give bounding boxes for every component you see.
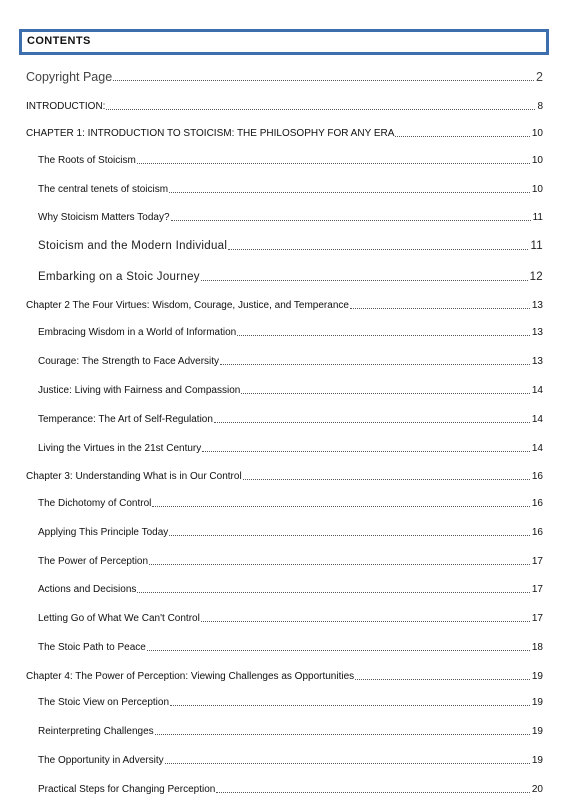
dot-leader <box>243 478 530 480</box>
toc-entry-page: 11 <box>530 240 543 252</box>
toc-entry-title: Chapter 3: Understanding What is in Our Control <box>26 471 242 482</box>
toc-entry[interactable] <box>38 323 543 339</box>
toc-entry[interactable] <box>38 638 543 654</box>
toc-entry-title: Actions and Decisions <box>38 584 137 595</box>
contents-heading: CONTENTS <box>27 35 91 47</box>
toc-entry[interactable] <box>26 124 543 140</box>
dot-leader <box>147 649 530 651</box>
toc-entry-page: 17 <box>531 584 543 595</box>
dot-leader <box>113 79 534 81</box>
toc-entry-page: 10 <box>531 184 543 195</box>
dot-leader <box>137 591 529 593</box>
toc-entry-title: Letting Go of What We Can't Control <box>38 613 200 624</box>
dot-leader <box>220 363 530 365</box>
toc-entry-title: The Dichotomy of Control <box>38 498 152 509</box>
toc-entry-title: The Opportunity in Adversity <box>38 755 164 766</box>
toc-entry[interactable] <box>26 68 543 84</box>
toc-entry-page: 19 <box>531 697 543 708</box>
toc-entry-page: 10 <box>531 128 543 139</box>
toc-entry[interactable] <box>38 609 543 625</box>
dot-leader <box>395 135 529 137</box>
dot-leader <box>149 563 530 565</box>
toc-entry-page: 19 <box>531 755 543 766</box>
toc-entry-page: 16 <box>531 527 543 538</box>
toc-entry[interactable] <box>26 667 543 683</box>
toc-entry[interactable] <box>26 467 543 483</box>
toc-entry[interactable] <box>38 410 543 426</box>
toc-entry-title: Reinterpreting Challenges <box>38 726 154 737</box>
toc-entry-title: Chapter 4: The Power of Perception: Viewing Challenges as Opportunities <box>26 671 355 682</box>
toc-entry-title: Applying This Principle Today <box>38 527 169 538</box>
toc-entry-title: CHAPTER 1: INTRODUCTION TO STOICISM: THE PHILOSOPHY FOR ANY ERA <box>26 128 395 139</box>
toc-entry-page: 16 <box>531 471 543 482</box>
dot-leader <box>171 219 531 221</box>
dot-leader <box>169 191 530 193</box>
toc-entry-page: 13 <box>531 300 543 311</box>
toc-entry[interactable] <box>38 494 543 510</box>
toc-entry-title: Living the Virtues in the 21st Century <box>38 443 202 454</box>
toc-entry-page: 8 <box>537 101 543 112</box>
toc-entry[interactable] <box>38 381 543 397</box>
toc-entry[interactable] <box>38 439 543 455</box>
toc-entry-title: Temperance: The Art of Self-Regulation <box>38 414 213 425</box>
toc-entry-title: Why Stoicism Matters Today? <box>38 212 170 223</box>
dot-leader <box>201 620 530 622</box>
toc-entry-title: Stoicism and the Modern Individual <box>38 240 228 252</box>
toc-entry-page: 19 <box>531 726 543 737</box>
toc-entry-page: 13 <box>531 327 543 338</box>
toc-entry[interactable] <box>26 296 543 312</box>
toc-entry-page: 2 <box>536 70 543 84</box>
toc-entry-page: 20 <box>531 784 543 795</box>
toc-entry-page: 12 <box>529 271 543 283</box>
dot-leader <box>216 791 530 793</box>
toc-entry-title: The central tenets of stoicism <box>38 184 169 195</box>
dot-leader <box>169 534 530 536</box>
toc-entry[interactable] <box>38 208 543 224</box>
toc-entry[interactable] <box>38 151 543 167</box>
dot-leader <box>155 733 530 735</box>
toc-entry-title: The Stoic View on Perception <box>38 697 170 708</box>
dot-leader <box>355 678 530 680</box>
toc-entry[interactable] <box>26 97 543 113</box>
dot-leader <box>152 505 529 507</box>
toc-entry-page: 17 <box>531 556 543 567</box>
dot-leader <box>170 704 530 706</box>
dot-leader <box>201 279 528 281</box>
dot-leader <box>228 248 528 250</box>
toc-entry-page: 18 <box>531 642 543 653</box>
dot-leader <box>106 108 535 110</box>
dot-leader <box>241 392 530 394</box>
toc-entry[interactable] <box>38 552 543 568</box>
toc-entry[interactable] <box>38 751 543 767</box>
toc-entry[interactable] <box>38 780 543 796</box>
toc-entry[interactable] <box>38 237 543 253</box>
toc-entry-title: Chapter 2 The Four Virtues: Wisdom, Courage, Justice, and Temperance <box>26 300 349 311</box>
toc-entry-title: Justice: Living with Fairness and Compassion <box>38 385 241 396</box>
toc-entry-title: The Roots of Stoicism <box>38 155 136 166</box>
toc-entry[interactable] <box>38 523 543 539</box>
toc-entry-title: Practical Steps for Changing Perception <box>38 784 216 795</box>
toc-entry-title: The Power of Perception <box>38 556 149 567</box>
dot-leader <box>237 334 530 336</box>
toc-entry[interactable] <box>38 693 543 709</box>
dot-leader <box>202 450 530 452</box>
toc-entry-title: Embarking on a Stoic Journey <box>38 271 200 283</box>
toc-entry[interactable] <box>38 268 543 284</box>
toc-entry-page: 14 <box>531 443 543 454</box>
toc-entry[interactable] <box>38 722 543 738</box>
toc-entry[interactable] <box>38 352 543 368</box>
toc-entry-page: 19 <box>531 671 543 682</box>
toc-entry-title: Courage: The Strength to Face Adversity <box>38 356 220 367</box>
toc-entry[interactable] <box>38 180 543 196</box>
toc-entry-title: INTRODUCTION: <box>26 101 106 112</box>
toc-entry-page: 16 <box>531 498 543 509</box>
toc-entry-page: 10 <box>531 155 543 166</box>
toc-entry-title: Copyright Page <box>26 70 113 84</box>
toc-entry-page: 17 <box>531 613 543 624</box>
toc-entry-page: 14 <box>531 385 543 396</box>
toc-entry-page: 13 <box>531 356 543 367</box>
toc-entry[interactable] <box>38 580 543 596</box>
dot-leader <box>350 307 530 309</box>
toc-entry-page: 14 <box>531 414 543 425</box>
dot-leader <box>214 421 530 423</box>
dot-leader <box>165 762 530 764</box>
toc-entry-page: 11 <box>532 212 543 223</box>
toc-entry-title: Embracing Wisdom in a World of Information <box>38 327 237 338</box>
toc-entry-title: The Stoic Path to Peace <box>38 642 146 653</box>
dot-leader <box>137 162 530 164</box>
